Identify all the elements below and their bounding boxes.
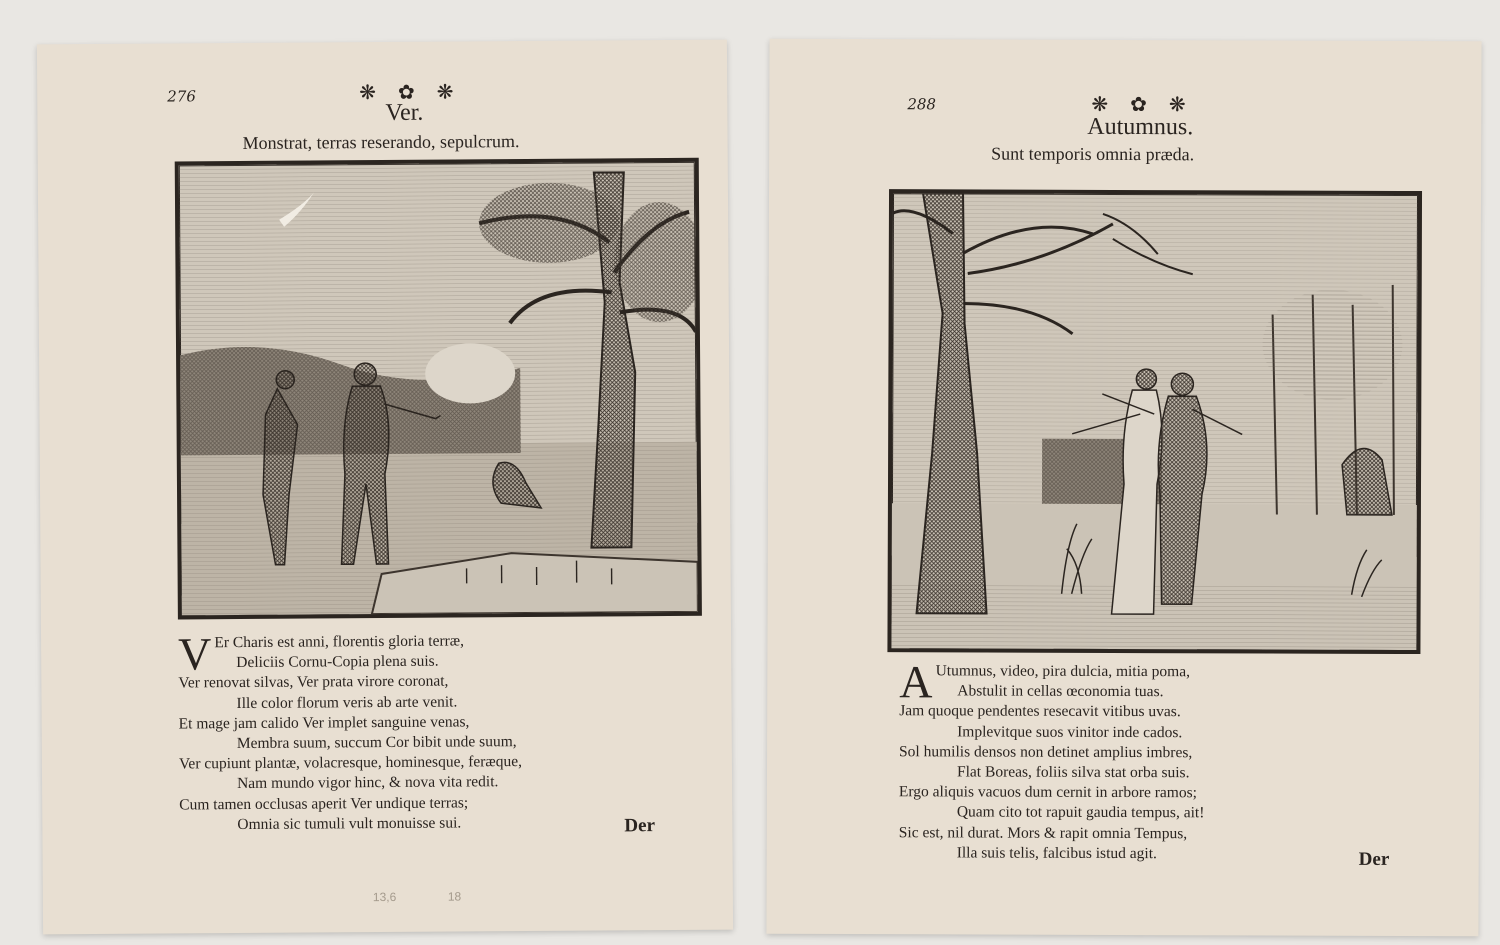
poem-line: Flat Boreas, foliis silva stat orba suis. bbox=[956, 763, 1190, 782]
page-number: 276 bbox=[167, 87, 196, 106]
page-motto: Monstrat, terras reserando, sepulcrum. bbox=[242, 131, 520, 153]
poem-text bbox=[898, 656, 1440, 865]
poem-line: Ver cupiunt plantæ, volacresque, hominesque, feræque, bbox=[178, 753, 523, 773]
poem-line: Sol humilis densos non detinet amplius imbres, bbox=[899, 743, 1193, 762]
right-page bbox=[766, 39, 1481, 936]
left-page bbox=[37, 40, 733, 935]
poem-line: Cum tamen occlusas aperit Ver undique terras; bbox=[179, 794, 469, 814]
poem-rest bbox=[899, 681, 1440, 865]
poem-line: Illa suis telis, falcibus istud agit. bbox=[956, 844, 1157, 862]
page-title: Ver. bbox=[385, 99, 424, 126]
page-title: Autumnus. bbox=[1087, 113, 1194, 141]
drop-cap: V bbox=[177, 628, 212, 680]
pencil-note: 18 bbox=[447, 889, 462, 904]
poem-line: Jam quoque pendentes resecavit vitibus uvas. bbox=[899, 702, 1181, 721]
poem-line: Membra suum, succum Cor bibit unde suum, bbox=[236, 733, 517, 753]
page-number: 288 bbox=[907, 95, 937, 114]
poem-line: Quam cito tot rapuit gaudia tempus, ait! bbox=[956, 803, 1205, 822]
catchword: Der bbox=[624, 815, 656, 837]
poem-line: Abstulit in cellas œconomia tuas. bbox=[957, 682, 1164, 701]
autumn-engraving bbox=[887, 189, 1422, 654]
catchword: Der bbox=[1358, 848, 1390, 870]
poem-line: Implevitque suos vinitor inde cados. bbox=[957, 723, 1183, 741]
poem-line: Er Charis est anni, florentis gloria terræ, bbox=[214, 632, 465, 652]
poem-line: Omnia sic tumuli vult monuisse sui. bbox=[237, 814, 462, 833]
poem-line: Nam mundo vigor hinc, & nova vita redit. bbox=[237, 773, 499, 793]
poem-line: Et mage jam calido Ver implet sanguine venas, bbox=[178, 713, 470, 733]
poem-rest bbox=[178, 650, 699, 835]
pencil-note: 13,6 bbox=[372, 889, 397, 905]
page-motto: Sunt temporis omnia præda. bbox=[991, 143, 1195, 165]
poem-text bbox=[178, 630, 699, 836]
poem-line: Ver renovat silvas, Ver prata virore coronat, bbox=[178, 672, 449, 692]
poem-line: Utumnus, video, pira dulcia, mitia poma, bbox=[935, 662, 1191, 681]
spring-engraving-image bbox=[179, 162, 698, 616]
ornament-row: ❋✿❋ bbox=[1091, 91, 1208, 117]
poem-line: Deliciis Cornu-Copia plena suis. bbox=[236, 652, 439, 672]
poem-line: Ergo aliquis vacuos dum cernit in arbore ramos; bbox=[898, 783, 1197, 802]
drop-cap: A bbox=[899, 656, 933, 708]
autumn-engraving-image bbox=[891, 193, 1418, 650]
poem-line: Sic est, nil durat. Mors & rapit omnia Tempus, bbox=[898, 823, 1188, 842]
poem-line: Ille color florum veris ab arte venit. bbox=[236, 693, 458, 712]
ornament-row: ❋✿❋ bbox=[359, 79, 476, 105]
spring-engraving bbox=[175, 158, 702, 620]
